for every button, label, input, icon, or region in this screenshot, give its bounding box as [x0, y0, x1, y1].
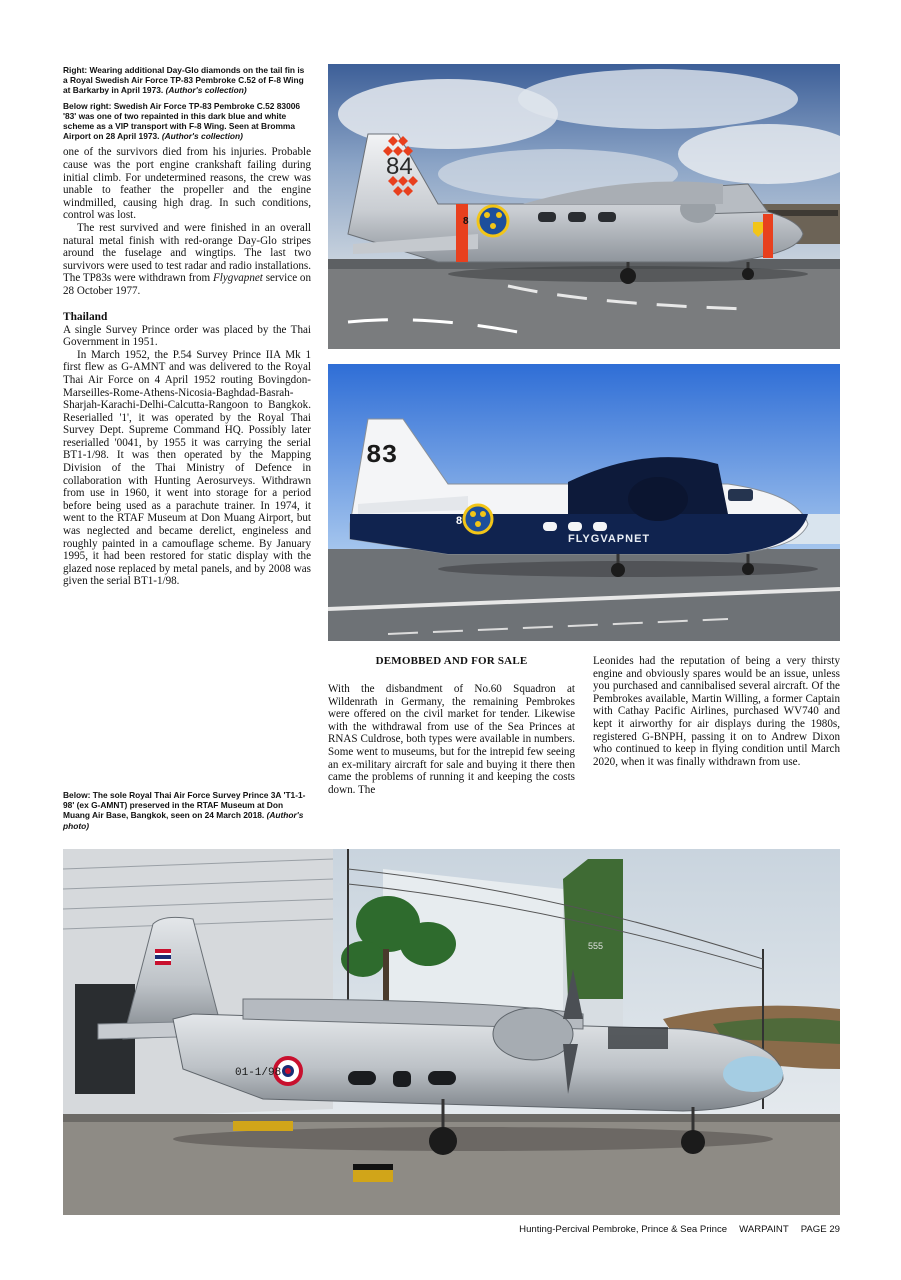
middle-column	[328, 655, 575, 796]
marking-83: 83	[366, 440, 398, 470]
photo-tp83-83	[328, 364, 840, 641]
marking-thai-serial: 01-1/98	[235, 1067, 282, 1079]
heading-thailand: Thailand	[63, 310, 108, 323]
footer-title: Hunting-Percival Pembroke, Prince & Sea Prince	[519, 1224, 728, 1235]
marking-8-a: 8	[463, 216, 469, 227]
footer-page-number: PAGE 29	[800, 1224, 840, 1235]
right-para: Leonides had the reputation of being a very thirsty engine and obviously spares would be an issue, unless you purchased and cannibalised several aircraft. Of the Pembrokes available, Martin Willing, a former Captain with Cathay Pacific Airlines, purchased WV740 and kept it airworthy for air displays during the 1980s, registered G-BNPH, passing it on to Andrew Dixon who continued to keep in flying condition until March 2020, when it was finally withdrawn from use.	[593, 655, 840, 768]
left-body	[63, 146, 311, 588]
photo-thai-survey-prince	[63, 849, 840, 1215]
photo-tp83-84	[328, 64, 840, 349]
marking-flygvapnet: FLYGVAPNET	[568, 533, 651, 545]
page-footer	[519, 1224, 840, 1235]
marking-555: 555	[588, 941, 604, 951]
left-para-2: The rest survived and were finished in an overall natural metal finish with red-orange Day-Glo stripes around the fuselage and wingtips. The last two survivors were used to test radar and radio installations. The TP83s were withdrawn from Flygvapnet service on 28 October 1977.	[63, 221, 312, 297]
heading-demobbed: DEMOBBED AND FOR SALE	[375, 655, 528, 667]
footer-series: WARPAINT	[739, 1224, 789, 1235]
left-para-1: one of the survivors died from his injuries. Probable cause was the port engine crankshaft failing during initial climb. For undetermined reasons, the crew was unable to feather the propeller and the engine windmilled, causing high drag. In such conditions, control was lost.	[63, 146, 311, 222]
marking-8-b: 8	[456, 515, 463, 527]
right-column	[593, 655, 840, 768]
caption-top-right-2: Below right: Swedish Air Force TP-83 Pembroke C.52 83006 '83' was one of two repainted in this dark blue and white scheme as a VIP transport with F-8 Wing. Seen at Bromma Airport on 28 April 1973. (Author's collection)	[63, 100, 301, 142]
left-column	[63, 65, 311, 588]
left-para-4: In March 1952, the P.54 Survey Prince IIA Mk 1 first flew as G-AMNT and was delivered to the Royal Thai Air Force on 4 April 1952 routing Bovingdon-Marseilles-Rome-Athens-Nicosia-Baghdad-Basrah-Sharjah-Karachi-Delhi-Calcutta-Rangoon to Bangkok. Reserialled '1', it was operated by the Royal Thai Survey Dept. Supreme Command HQ. Possibly later reserialled '0041, by 1955 it was carrying the serial BT1-1/98. It was then operated by the Mapping Division of the Thai Ministry of Defence in collaboration with Hunting Aerosurveys. Withdrawn from use in 1960, it went into storage for a period before being used as a parachute trainer. In 1974, it went to the RTAF Museum at Don Muang Airport, but was neglected and became derelict, engineless and roughly painted in a camouflage scheme. By January 1995, it had been restored for static display with the glazed nose replaced by metal panels, and by 2008 was given the serial BT1-1/98.	[63, 348, 311, 588]
bottom-caption-block	[63, 790, 311, 836]
marking-84: 84	[386, 153, 413, 180]
left-para-3: A single Survey Prince order was placed by the Thai Government in 1951.	[63, 323, 311, 349]
middle-para: With the disbandment of No.60 Squadron at Wildenrath in Germany, the remaining Pembrokes were offered on the civil market for tender. Likewise with the withdrawal from use of the Sea Princes at RNAS Culdrose, both types were available in numbers. Some went to museums, but for the intrepid few seeing an ex-military aircraft for sale and buying it there then came the problems of running it and keeping the costs down. The	[328, 683, 575, 796]
caption-top-right-1: Right: Wearing additional Day-Glo diamonds on the tail fin is a Royal Swedish Air Force TP-83 Pembroke C.52 of F-8 Wing at Barkarby in April 1973. (Author's collection)	[63, 65, 305, 96]
caption-bottom: Below: The sole Royal Thai Air Force Survey Prince 3A 'T1-1-98' (ex G-AMNT) preserved in the RTAF Museum at Don Muang Air Base, Bangkok, seen on 24 March 2018. (Author's photo)	[63, 790, 306, 831]
